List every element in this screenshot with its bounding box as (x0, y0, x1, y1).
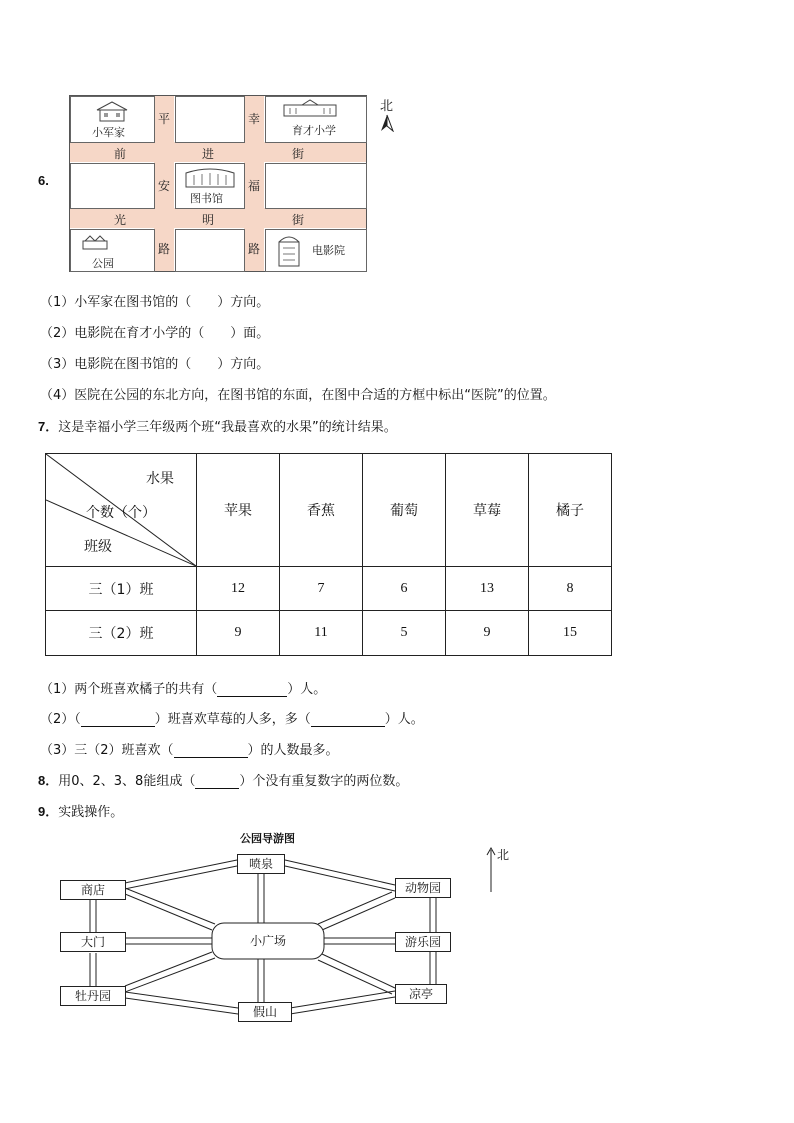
road-char-qian: 前 (114, 147, 127, 161)
header-cell: 香蕉 (280, 454, 363, 567)
q6-sub-2: （2）电影院在育才小学的（ ）面。 (40, 326, 270, 341)
node-gate: 大门 (60, 932, 126, 952)
table-cell: 13 (446, 567, 529, 611)
q7-sub-3-pre: （3）三（2）班喜欢（ (40, 743, 174, 758)
answer-blank[interactable] (311, 711, 385, 727)
road-char-jie-top: 街 (292, 147, 305, 161)
q7-sub-3-post: ）的人数最多。 (247, 743, 339, 758)
question-8-post: ）个没有重复数字的两位数。 (239, 774, 409, 789)
road-char-lu-right: 路 (248, 242, 261, 256)
table-cell: 11 (280, 611, 363, 656)
school-icon (282, 99, 338, 117)
question-8-pre: 用0、2、3、8能组成（ (58, 774, 196, 789)
park-icon (80, 233, 110, 251)
table-cell: 8 (529, 567, 612, 611)
question-7-number: 7． (38, 419, 59, 434)
question-8 (38, 770, 408, 789)
label-library: 图书馆 (190, 192, 223, 205)
q7-sub-2-pre: （2）（ (40, 712, 81, 727)
cinema-icon (274, 232, 304, 268)
question-9-number: 9． (38, 804, 59, 819)
header-cell: 橘子 (529, 454, 612, 567)
q7-sub-1-post: ）人。 (287, 682, 327, 697)
park-north-label: 北 (497, 848, 510, 862)
park-north-arrow-icon (485, 846, 497, 894)
q7-sub-2-mid: ）班喜欢草莓的人多，多（ (154, 712, 311, 727)
node-peony: 牡丹园 (60, 986, 126, 1006)
road-char-guang: 光 (114, 213, 127, 227)
block-middle-right[interactable] (265, 163, 367, 209)
block-middle-left[interactable] (70, 163, 155, 209)
road-char-jin: 进 (202, 147, 215, 161)
node-plaza: 小广场 (249, 934, 286, 948)
house-icon (94, 100, 130, 122)
north-label: 北 (380, 99, 394, 114)
q6-sub-1: （1）小军家在图书馆的（ ）方向。 (40, 295, 270, 310)
road-char-an: 安 (158, 179, 171, 193)
question-9-text: 实践操作。 (58, 805, 124, 820)
road-char-fu: 福 (248, 179, 261, 193)
question-7-text: 这是幸福小学三年级两个班“我最喜欢的水果”的统计结果。 (58, 420, 397, 435)
answer-blank[interactable] (174, 742, 248, 758)
table-cell: 7 (280, 567, 363, 611)
library-icon (182, 165, 238, 189)
road-char-jie-bottom: 街 (292, 213, 305, 227)
question-8-number: 8． (38, 773, 59, 788)
park-map-title: 公园导游图 (240, 832, 295, 845)
answer-blank[interactable] (195, 773, 239, 789)
answer-blank[interactable] (217, 681, 287, 697)
label-cinema: 电影院 (312, 244, 345, 257)
table-cell: 6 (363, 567, 446, 611)
q7-sub-1-pre: （1）两个班喜欢橘子的共有（ (40, 682, 218, 697)
road-char-ping: 平 (158, 112, 171, 126)
node-pavilion: 凉亭 (395, 984, 447, 1004)
node-rockery: 假山 (238, 1002, 292, 1022)
table-row (46, 611, 612, 656)
corner-count: 个数（个） (86, 505, 156, 521)
node-zoo: 动物园 (395, 878, 451, 898)
q7-sub-3 (40, 739, 339, 758)
question-7 (38, 416, 397, 435)
q7-sub-2 (40, 708, 424, 727)
block-bottom-middle[interactable] (175, 229, 245, 272)
table-cell: 9 (197, 611, 280, 656)
street-map (69, 95, 367, 272)
road-char-ming: 明 (202, 213, 215, 227)
q7-sub-1 (40, 678, 326, 697)
corner-fruit: 水果 (146, 471, 174, 487)
question-9 (38, 801, 123, 820)
block-top-middle[interactable] (175, 96, 245, 143)
answer-blank[interactable] (81, 711, 155, 727)
road-char-lu-left: 路 (158, 242, 171, 256)
row-label: 三（1）班 (46, 567, 197, 611)
table-cell: 12 (197, 567, 280, 611)
header-cell: 葡萄 (363, 454, 446, 567)
node-fountain: 喷泉 (237, 854, 285, 874)
q7-sub-2-post: ）人。 (384, 712, 424, 727)
header-cell: 草莓 (446, 454, 529, 567)
row-label: 三（2）班 (46, 611, 197, 656)
north-arrow-icon (380, 114, 394, 132)
corner-class: 班级 (84, 539, 112, 555)
table-corner-header (46, 454, 197, 567)
road-char-xing: 幸 (248, 112, 261, 126)
table-cell: 15 (529, 611, 612, 656)
table-cell: 9 (446, 611, 529, 656)
header-cell: 苹果 (197, 454, 280, 567)
question-6-number: 6. (38, 173, 49, 188)
q6-sub-3: （3）电影院在图书馆的（ ）方向。 (40, 357, 270, 372)
park-guide-map (50, 828, 470, 1028)
q6-sub-4: （4）医院在公园的东北方向，在图书馆的东面，在图中合适的方框中标出“医院”的位置。 (40, 388, 556, 403)
label-park: 公园 (92, 257, 114, 270)
table-cell: 5 (363, 611, 446, 656)
fruit-stat-table (45, 453, 612, 656)
node-shop: 商店 (60, 880, 126, 900)
node-amusement: 游乐园 (395, 932, 451, 952)
table-row (46, 567, 612, 611)
label-yucai-school: 育才小学 (292, 124, 336, 137)
label-xiaojun-home: 小军家 (92, 126, 125, 139)
